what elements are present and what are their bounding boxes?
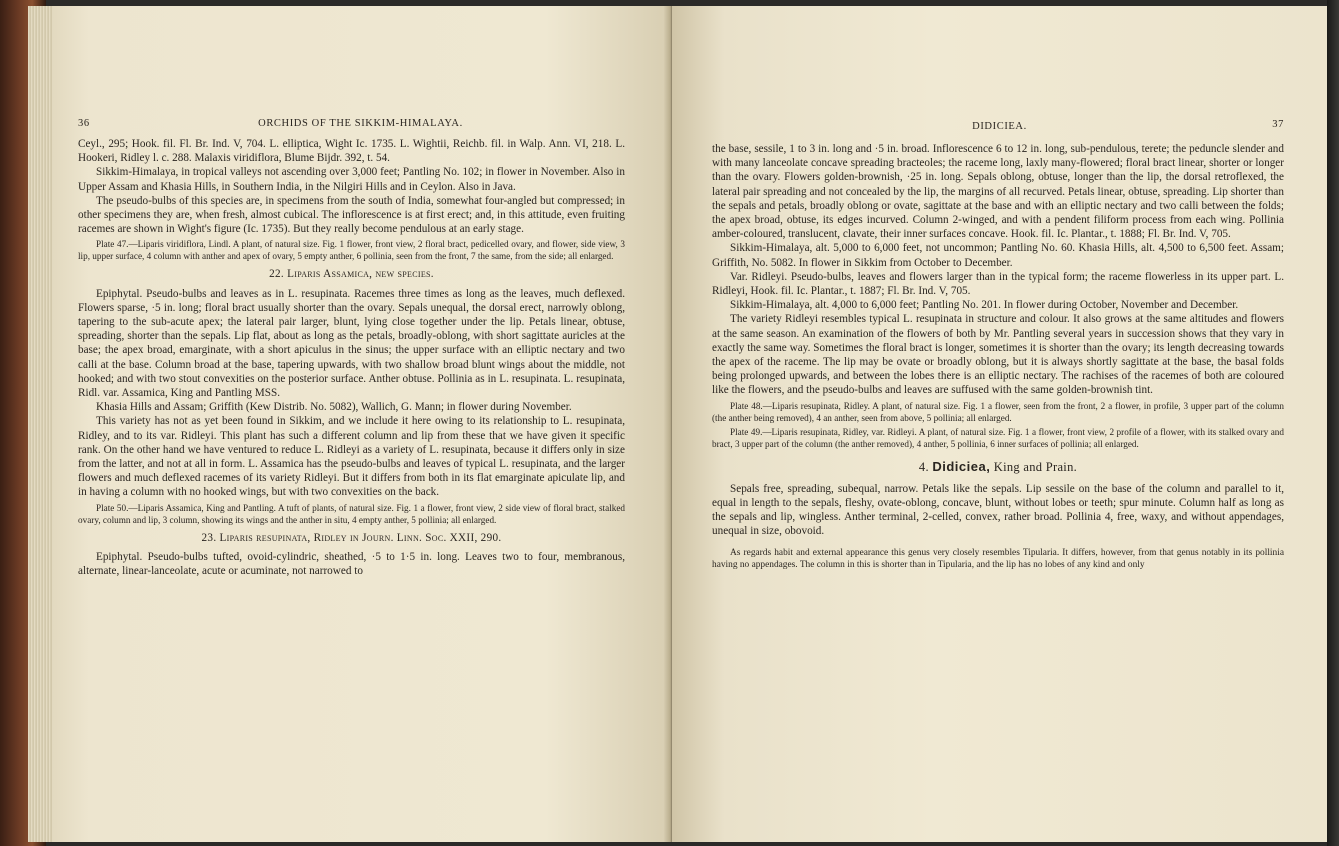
genus-note: As regards habit and external appearance this genus very closely resembles Tipularia. It differs, however, from that genus notably in its pollinia having no appendages. The column in this is shorter than in Tipularia, and the lip has no lobes of any kind and only [712, 547, 1284, 571]
genus-authors: King and Prain. [993, 459, 1078, 474]
paragraph: Sikkim-Himalaya, in tropical valleys not ascending over 3,000 feet; Pantling No. 102; in flower in November. Also in Upper Assam and Khasia Hills, in Southern India, in the Nilgiri Hills and in Ceylon. Also in Java. [78, 166, 625, 193]
book-cover-right [1327, 0, 1339, 846]
plate-caption: Plate 47.—Liparis viridiflora, Lindl. A plant, of natural size. Fig. 1 flower, front view, 2 floral bract, pedicelled ovary, and flower, side view, 3 lip, upper surface, 4 column with anther and apex of ovary, 5 empty anther, 6 pollinia, seen from the front, 7 the same, from the side; all enlarged. [78, 239, 625, 262]
running-head: ORCHIDS OF THE SIKKIM-HIMALAYA. [258, 118, 463, 129]
paragraph: Sikkim-Himalaya, alt. 5,000 to 6,000 feet, not uncommon; Pantling No. 60. Khasia Hills, alt. 4,500 to 6,500 feet. Assam; Griffith, No. 5082. In flower in Sikkim from October to December. [712, 242, 1284, 269]
page-edges [28, 6, 54, 842]
paragraph: The variety Ridleyi resembles typical L. resupinata in structure and colour. It also grows at the same altitudes and flowers at the same season. An examination of the flowers of both by Mr. Pantling several years in succession shows that they vary in exactly the same way. Sometimes the floral bract is longer, sometimes it is shorter than the ovary; its length decreasing towards the apex of the raceme. The lip may be ovate or broadly oblong, but it is always shortly sagittate at the base, the basal folds being prolonged upwards, and between the lobes there is an elliptic nectary. The rachises of the racemes of both are coloured like the flowers, and the pseudo-bulbs and leaves are suffused with the same golden-brownish tint. [712, 313, 1284, 397]
genus-name: Didiciea, [932, 458, 991, 474]
genus-number: 4. [918, 459, 929, 474]
plate-caption: Plate 48.—Liparis resupinata, Ridley. A plant, of natural size. Fig. 1 a flower, seen from the front, 2 a flower, in profile, 3 upper part of the column (the anther being removed), 4 an anther, seen from above, 5 pollinia; all enlarged. [712, 400, 1284, 423]
paragraph: Epiphytal. Pseudo-bulbs and leaves as in L. resupinata. Racemes three times as long as the leaves, much deflexed. Flowers sparse, ·5 in. long; floral bract usually shorter than the ovary. Sepals unequal, the dorsal erect, narrowly oblong, tapering to the sub-acute apex; the lateral pair larger, blunt, lying close together under the lip. Petals linear, obtuse, spreading, shorter than the sepals. Lip flat, about as long as the petals, broadly-oblong, with short sagittate auricles at the base; the apex broad, emarginate, with a short apiculus in the sinus; the upper surface with an elliptic nectary and two calli at the base. Column broad at the base, tapering upwards, with two shallow broad blunt wings about the middle, not hooked; and with two stout convexities on the posterior surface. Anther obtuse. Pollinia as in L. resupinata. L. resupinata, Ridl. var. Assamica, King and Pantling MSS. [78, 287, 625, 400]
species-heading: 22. Liparis Assamica, new species. [269, 268, 434, 281]
paragraph: Ceyl., 295; Hook. fil. Fl. Br. Ind. V, 704. L. elliptica, Wight Ic. 1735. L. Wightii, Reichb. fil. in Walp. Ann. VI, 218. L. Hookeri, Ridley l. c. 288. Malaxis viridiflora, Blume Bijdr. 392, t. 54. [78, 138, 625, 165]
paragraph: This variety has not as yet been found in Sikkim, and we include it here owing to its relationship to L. resupinata, Ridley, and to its var. Ridleyi. This plant has such a different column and lip from these that we have given it specific rank. On the other hand we have ventured to reduce L. Ridleyi as a variety of L. resupinata, because it differs only in size from the latter, and not at all in form. L. Assamica has the pseudo-bulbs and leaves of typical L. resupinata, and the larger flowers and much deflexed racemes of its variety Ridleyi. But it differs from both in its flat emarginate apiculate lip, and in having a column with no hooked wings, but with two convexities on the back. [78, 415, 625, 499]
right-page [672, 6, 1327, 842]
paragraph: The pseudo-bulbs of this species are, in specimens from the south of India, somewhat four-angled but compressed; in other specimens they are, when fresh, almost cubical. The inflorescence is at first erect; and, in this attitude, even fruiting racemes are shown in Wight's figure (Ic. 1735). But they really become pendulous at an early stage. [78, 194, 625, 236]
paragraph: Var. Ridleyi. Pseudo-bulbs, leaves and flowers larger than in the typical form; the raceme flowerless in its upper part. L. Ridleyi, Hook. fil. Ic. Plantar., t. 1887; Fl. Br. Ind. V, 705. [712, 270, 1284, 298]
paragraph: Khasia Hills and Assam; Griffith (Kew Distrib. No. 5082), Wallich, G. Mann; in flower during November. [96, 401, 572, 414]
left-page-text [78, 137, 625, 578]
species-heading: 23. Liparis resupinata, Ridley in Journ. Linn. Soc. XXII, 290. [201, 531, 502, 544]
paragraph: Sikkim-Himalaya, alt. 4,000 to 6,000 feet; Pantling No. 201. In flower during October, November and December. [730, 299, 1239, 312]
page-number: 37 [1272, 119, 1284, 130]
plate-caption: Plate 49.—Liparis resupinata, Ridley, var. Ridleyi. A plant, of natural size. Fig. 1 a flower, front view, 2 profile of a flower, with its stalked ovary and bract, 3 upper part of the column (the anther removed), 4 anther, 5 pollinia, 6 inner surfaces of pollinia; all enlarged. [712, 426, 1284, 449]
paragraph: Epiphytal. Pseudo-bulbs tufted, ovoid-cylindric, sheathed, ·5 to 1·5 in. long. Leaves two to four, membranous, alternate, linear-lanceolate, acute or acuminate, not narrowed to [78, 550, 625, 578]
page-number: 36 [78, 118, 90, 129]
right-page-text [712, 142, 1284, 572]
left-page [52, 6, 669, 842]
paragraph: Sepals free, spreading, subequal, narrow. Petals like the sepals. Lip sessile on the base of the column and parallel to it, equal in length to the sepals, fleshy, ovate-oblong, concave, blunt, without lobes or teeth; spur minute. Column half as long as the sepals and lip, wingless. Anther terminal, 2-celled, convex, rather broad. Pollinia 4, free, waxy, and without appendages, unequal in size, obovoid. [712, 482, 1284, 538]
genus-heading [712, 460, 1284, 474]
paragraph: the base, sessile, 1 to 3 in. long and ·5 in. broad. Inflorescence 6 to 12 in. long, sub-pendulous, terete; the peduncle slender and with many lanceolate concave spreading bracteoles; the raceme long, laxly many-flowered; floral bract linear, shorter or longer than the ovary. Flowers golden-brownish, ·25 in. long. Sepals oblong, obtuse, longer than the lip, the dorsal retroflexed, the lateral pair spreading and not concealed by the lip, the margins of all recurved. Petals linear, obtuse, spreading. Lip shorter than the sepals and petals, broadly oblong or ovate, sagittate at the base and with an elliptic nectary and two calli between the folds; the apex broad, obtuse, its edges incurved. Column 2-winged, and with a pendent filiform process from each wing. Pollinia amber-coloured, translucent, clavate, their inner surfaces concave. Hook. fil. Ic. Plantar., t. 1888; Fl. Br. Ind. V, 705. [712, 143, 1284, 241]
plate-caption: Plate 50.—Liparis Assamica, King and Pantling. A tuft of plants, of natural size. Fig. 1 a flower, front view, 2 side view of floral bract, stalked ovary, column and lip, 3 column, showing its wings and the anther in situ, 4 empty anther, 5 pollinia; all enlarged. [78, 502, 625, 525]
running-head: DIDICIEA. [972, 121, 1027, 132]
